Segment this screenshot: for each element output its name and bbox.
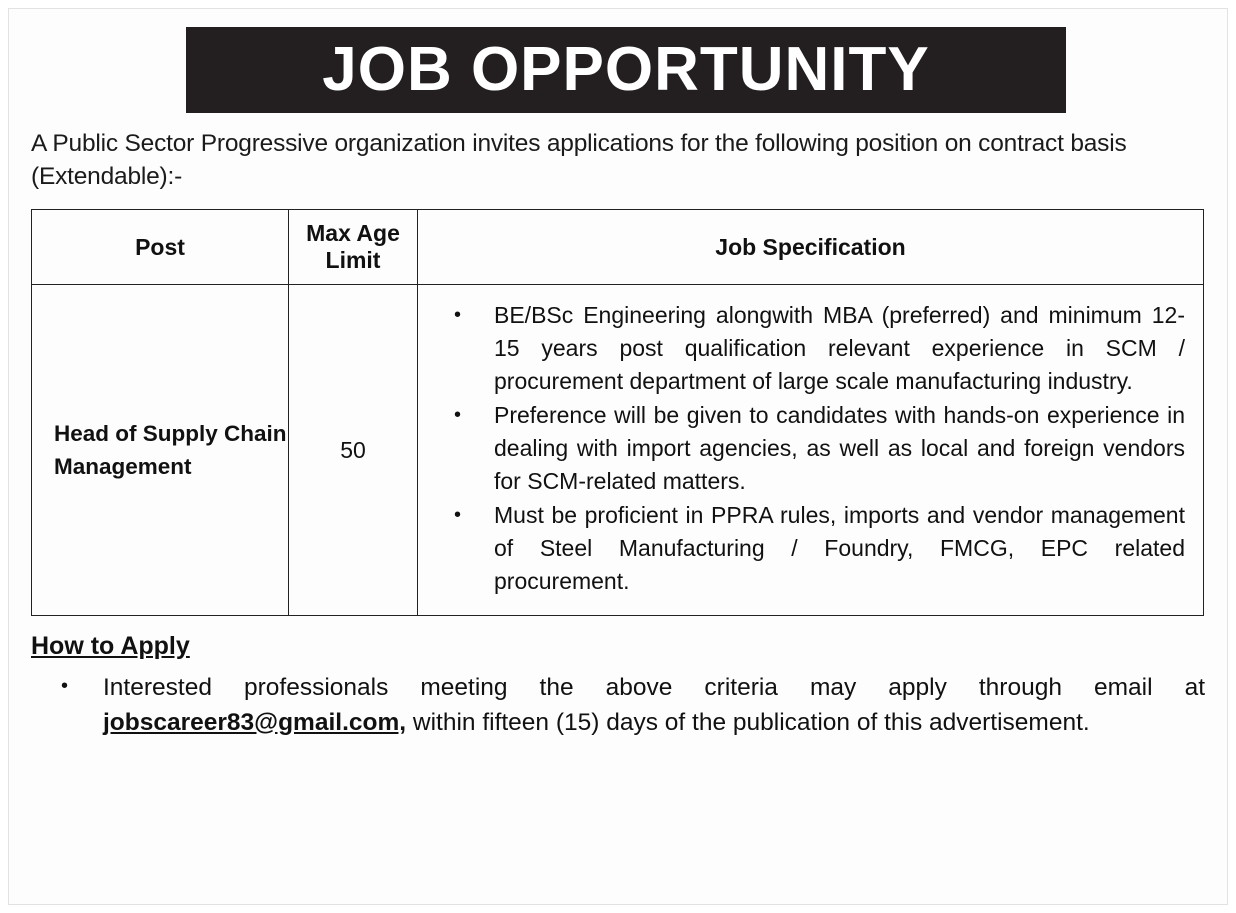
how-to-apply-heading: How to Apply bbox=[31, 632, 190, 661]
title-banner bbox=[186, 27, 1066, 113]
list-item bbox=[31, 671, 1205, 740]
jobs-table-body bbox=[32, 285, 1204, 616]
advertisement-content bbox=[31, 19, 1205, 896]
intro-paragraph: A Public Sector Progressive organization invites applications for the following position on contract basis (Extendable):- bbox=[31, 130, 1127, 191]
apply-text-after: within fifteen (15) days of the publication of this advertisement. bbox=[406, 708, 1090, 736]
jobs-table bbox=[31, 209, 1204, 616]
email-link[interactable]: jobscareer83@gmail.com, bbox=[103, 708, 407, 736]
list-item-text: BE/BSc Engineering alongwith MBA (preferred) and minimum 12-15 years post qualification relevant experience in SCM / procurement department of large scale manufacturing industry. bbox=[494, 302, 1185, 394]
advertisement-sheet bbox=[8, 8, 1228, 905]
bullet-icon: • bbox=[454, 303, 462, 326]
bullet-icon: • bbox=[454, 503, 462, 526]
cell-max-age: 50 bbox=[289, 285, 418, 616]
job-specification-list bbox=[432, 299, 1185, 597]
list-item bbox=[432, 299, 1185, 397]
list-item bbox=[432, 399, 1185, 497]
how-to-apply-list bbox=[31, 671, 1205, 740]
table-header-row bbox=[32, 210, 1204, 285]
page-title: JOB OPPORTUNITY bbox=[322, 35, 930, 104]
bullet-icon: • bbox=[61, 674, 69, 697]
bullet-icon: • bbox=[454, 403, 462, 426]
apply-text-before: Interested professionals meeting the above criteria may apply through email at bbox=[103, 674, 1205, 702]
list-item bbox=[432, 499, 1185, 597]
column-header-job-specification: Job Specification bbox=[418, 210, 1204, 285]
column-header-max-age-limit: Max Age Limit bbox=[289, 210, 418, 285]
list-item-text: Preference will be given to candidates with hands-on experience in dealing with import agencies, as well as local and foreign vendors for SCM-related matters. bbox=[494, 402, 1185, 494]
list-item-text: Must be proficient in PPRA rules, imports and vendor management of Steel Manufacturing / Foundry, FMCG, EPC related procurement. bbox=[494, 502, 1185, 594]
column-header-post: Post bbox=[32, 210, 289, 285]
cell-job-specification bbox=[418, 285, 1204, 616]
table-row bbox=[32, 285, 1204, 616]
cell-post-title: Head of Supply Chain Management bbox=[32, 285, 289, 616]
jobs-table-head bbox=[32, 210, 1204, 285]
